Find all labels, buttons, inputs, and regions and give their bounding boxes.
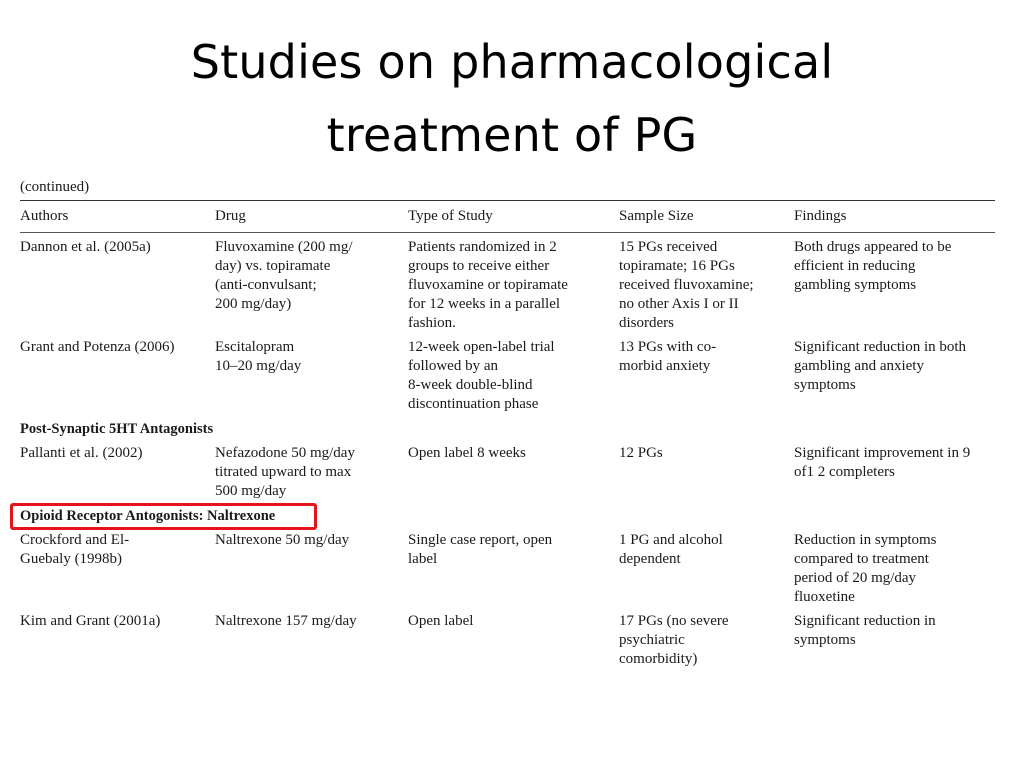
cell-line: Nefazodone 50 mg/day	[215, 445, 355, 461]
table-row	[20, 333, 995, 414]
cell-type-of-study	[408, 531, 619, 607]
cell-line: compared to treatment	[794, 551, 929, 567]
cell-line: Both drugs appeared to be	[794, 239, 952, 255]
cell-line: titrated upward to max	[215, 464, 352, 480]
studies-table	[20, 178, 995, 669]
cell-line: received fluvoxamine;	[619, 277, 754, 293]
section-label: Opioid Receptor Antogonists: Naltrexone	[20, 508, 276, 524]
cell-line: Significant reduction in both	[794, 339, 967, 355]
cell-sample-size	[619, 238, 794, 333]
cell-line: 13 PGs with co-	[619, 339, 717, 355]
cell-authors	[20, 238, 215, 333]
cell-line: no other Axis I or II	[619, 296, 739, 312]
table-header-row	[20, 201, 995, 232]
cell-line: 500 mg/day	[215, 483, 287, 499]
cell-drug	[215, 531, 408, 607]
cell-line: Single case report, open	[408, 532, 553, 548]
cell-line: Escitalopram	[215, 339, 295, 355]
cell-sample-size	[619, 338, 794, 414]
cell-line: Naltrexone 157 mg/day	[215, 613, 357, 629]
section-heading-opioid-antagonists	[20, 501, 995, 526]
slide-title-line-2: treatment of PG	[326, 108, 698, 162]
cell-line: followed by an	[408, 358, 498, 374]
table-row	[20, 607, 995, 669]
cell-line: fluoxetine	[794, 589, 855, 605]
cell-line: symptoms	[794, 632, 856, 648]
cell-line: (anti-convulsant;	[215, 277, 317, 293]
cell-type-of-study	[408, 444, 619, 501]
header-authors: Authors	[20, 208, 69, 224]
cell-line: comorbidity)	[619, 651, 698, 667]
cell-line: psychiatric	[619, 632, 685, 648]
cell-type-of-study	[408, 612, 619, 669]
cell-line: topiramate; 16 PGs	[619, 258, 735, 274]
table-body-section-3	[20, 526, 995, 669]
cell-line: morbid anxiety	[619, 358, 711, 374]
cell-drug	[215, 338, 408, 414]
cell-findings	[794, 531, 995, 607]
cell-line: Guebaly (1998b)	[20, 551, 123, 567]
cell-sample-size	[619, 444, 794, 501]
cell-line: Fluvoxamine (200 mg/	[215, 239, 353, 255]
section-heading-5ht-antagonists	[20, 414, 995, 439]
cell-line: groups to receive either	[408, 258, 550, 274]
cell-line: 12 PGs	[619, 445, 663, 461]
cell-line: 1 PG and alcohol	[619, 532, 723, 548]
cell-findings	[794, 444, 995, 501]
cell-line: 8-week double-blind	[408, 377, 533, 393]
cell-line: Naltrexone 50 mg/day	[215, 532, 350, 548]
cell-line: gambling symptoms	[794, 277, 917, 293]
header-drug: Drug	[215, 208, 246, 224]
slide-title-line-1: Studies on pharmacological	[190, 35, 834, 89]
cell-sample-size	[619, 612, 794, 669]
cell-type-of-study	[408, 238, 619, 333]
cell-line: Significant reduction in	[794, 613, 936, 629]
cell-authors	[20, 444, 215, 501]
cell-authors	[20, 612, 215, 669]
cell-authors	[20, 531, 215, 607]
cell-findings	[794, 338, 995, 414]
cell-line: 10–20 mg/day	[215, 358, 302, 374]
table-row	[20, 233, 995, 333]
cell-line: Reduction in symptoms	[794, 532, 937, 548]
cell-findings	[794, 238, 995, 333]
header-findings: Findings	[794, 208, 847, 224]
cell-line: 15 PGs received	[619, 239, 718, 255]
table-body-section-1	[20, 233, 995, 414]
cell-line: Grant and Potenza (2006)	[20, 339, 175, 355]
cell-line: Dannon et al. (2005a)	[20, 239, 151, 255]
cell-line: gambling and anxiety	[794, 358, 924, 374]
cell-line: of1 2 completers	[794, 464, 895, 480]
cell-line: discontinuation phase	[408, 396, 539, 412]
cell-line: 200 mg/day)	[215, 296, 292, 312]
cell-line: disorders	[619, 315, 674, 331]
slide-title	[0, 26, 1024, 172]
cell-line: period of 20 mg/day	[794, 570, 917, 586]
cell-sample-size	[619, 531, 794, 607]
cell-line: label	[408, 551, 438, 567]
cell-line: 17 PGs (no severe	[619, 613, 729, 629]
cell-line: dependent	[619, 551, 681, 567]
cell-line: 12-week open-label trial	[408, 339, 555, 355]
cell-type-of-study	[408, 338, 619, 414]
cell-authors	[20, 338, 215, 414]
header-type-of-study: Type of Study	[408, 208, 493, 224]
cell-line: for 12 weeks in a parallel	[408, 296, 561, 312]
cell-line: Open label 8 weeks	[408, 445, 526, 461]
cell-line: day) vs. topiramate	[215, 258, 331, 274]
cell-line: Open label	[408, 613, 474, 629]
cell-drug	[215, 238, 408, 333]
cell-line: symptoms	[794, 377, 856, 393]
table-body-section-2	[20, 439, 995, 501]
cell-drug	[215, 444, 408, 501]
continued-label: (continued)	[20, 179, 90, 195]
cell-line: efficient in reducing	[794, 258, 916, 274]
table-row	[20, 439, 995, 501]
cell-line: Crockford and El-	[20, 532, 130, 548]
cell-line: Kim and Grant (2001a)	[20, 613, 161, 629]
cell-line: fluvoxamine or topiramate	[408, 277, 568, 293]
cell-findings	[794, 612, 995, 669]
cell-line: fashion.	[408, 315, 456, 331]
header-sample-size: Sample Size	[619, 208, 694, 224]
cell-line: Significant improvement in 9	[794, 445, 971, 461]
section-label: Post-Synaptic 5HT Antagonists	[20, 421, 214, 437]
cell-drug	[215, 612, 408, 669]
table-row	[20, 526, 995, 607]
cell-line: Patients randomized in 2	[408, 239, 557, 255]
cell-line: Pallanti et al. (2002)	[20, 445, 143, 461]
